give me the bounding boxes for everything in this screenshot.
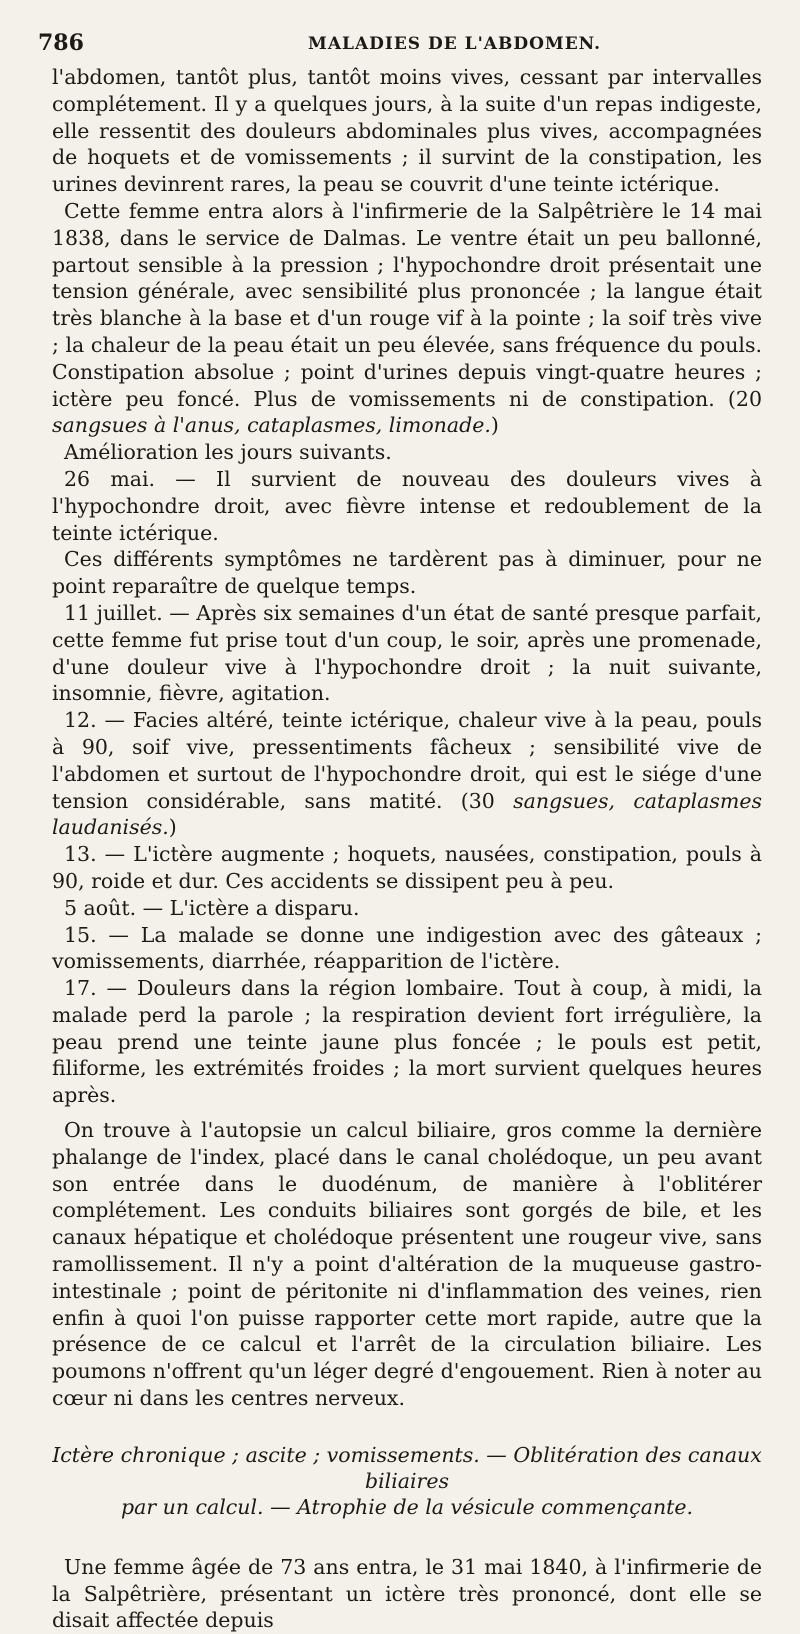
- body-text: [52, 64, 762, 1634]
- case-subtitle-line-1: Ictère chronique ; ascite ; vomissements. — Oblitération des canaux biliaires: [52, 1442, 762, 1493]
- page-header: [38, 30, 762, 60]
- case-subtitle-line-2: par un calcul. — Atrophie de la vésicule commençante.: [120, 1494, 694, 1519]
- paragraph-12-end: ): [168, 815, 177, 840]
- paragraph-5-aout: 5 août. — L'ictère a disparu.: [64, 895, 360, 920]
- paragraph-autopsy: On trouve à l'autopsie un calcul biliaire, gros comme la dernière phalange de l'index, placé dans le canal cholédoque, un peu avant son entrée dans le duodénum, de manière à l'oblitérer complétement. Les conduits biliaires sont gorgés de bile, et les canaux hépatique et cholédoque présentent une rougeur vive, sans ramollissement. Il n'y a point d'altération de la muqueuse gastro-intestinale ; point de péritonite ni d'inflammation des veines, rien enfin à quoi l'on puisse rapporter cette mort rapide, autre que la présence de ce calcul et l'arrêt de la circulation biliaire. Les poumons n'offrent qu'un léger degré d'engouement. Rien à noter au cœur ni dans les centres nerveux.: [52, 1118, 762, 1411]
- paragraph-26-mai: 26 mai. — Il survient de nouveau des douleurs vives à l'hypochondre droit, avec fièvre intense et redoublement de la teinte ictérique.: [52, 466, 762, 545]
- paragraph-12: [52, 707, 762, 841]
- paragraph-new-case: Une femme âgée de 73 ans entra, le 31 mai 1840, à l'infirmerie de la Salpêtrière, présentant un ictère très prononcé, dont elle se disait affectée depuis: [52, 1554, 762, 1633]
- paragraph-13: 13. — L'ictère augmente ; hoquets, nausées, constipation, pouls à 90, roide et dur. Ces accidents se dissipent peu à peu.: [52, 842, 762, 893]
- paragraph-improvement: Amélioration les jours suivants.: [64, 440, 392, 465]
- page-number: 786: [38, 30, 84, 56]
- paragraph-admission-end: ): [490, 413, 499, 438]
- treatment-italic-2: sangsues, cataplasmes laudanisés.: [52, 788, 763, 840]
- paragraph-15: 15. — La malade se donne une indigestion avec des gâteaux ; vomissements, diarrhée, réapparition de l'ictère.: [52, 922, 762, 974]
- paragraph-admission-text: Cette femme entra alors à l'infirmerie de la Salpêtrière le 14 mai 1838, dans le service de Dalmas. Le ventre était un peu ballonné, partout sensible à la pression ; l'hypochondre droit présentait une tension générale, avec sensibilité plus prononcée ; la langue était très blanche à la base et d'un rouge vif à la pointe ; la soif très vive ; la chaleur de la peau était un peu élevée, sans fréquence du pouls. Constipation absolue ; point d'urines depuis vingt-quatre heures ; ictère peu foncé. Plus de vomissements ni de constipation. (20: [52, 198, 762, 411]
- paragraph-admission: [52, 198, 762, 439]
- paragraph-symptoms: Ces différents symptômes ne tardèrent pas à diminuer, pour ne point reparaître de quelque temps.: [52, 547, 762, 599]
- paragraph-12-text: 12. — Facies altéré, teinte ictérique, chaleur vive à la peau, pouls à 90, soif vive, pressentiments fâcheux ; sensibilité vive de l'abdomen et surtout de l'hypochondre droit, qui est le siége d'une tension considérable, sans matité. (30: [52, 708, 762, 813]
- case-subtitle: [52, 1442, 762, 1520]
- paragraph-17: 17. — Douleurs dans la région lombaire. Tout à coup, à midi, la malade perd la parole ; la respiration devient fort irrégulière, la peau prend une teinte jaune plus foncée ; le pouls est petit, filiforme, les extrémités froides ; la mort survient quelques heures après.: [52, 976, 762, 1108]
- treatment-italic: sangsues à l'anus, cataplasmes, limonade.: [52, 413, 491, 438]
- running-title: MALADIES DE L'ABDOMEN.: [308, 34, 602, 54]
- paragraph-continuation: l'abdomen, tantôt plus, tantôt moins vives, cessant par intervalles complétement. Il y a quelques jours, à la suite d'un repas indigeste, elle ressentit des douleurs abdominales plus vives, accompagnées de hoquets et de vomissements ; il survint de la constipation, les urines devinrent rares, la peau se couvrit d'une teinte ictérique.: [52, 65, 762, 197]
- paragraph-11-juillet: 11 juillet. — Après six semaines d'un état de santé presque parfait, cette femme fut prise tout d'un coup, le soir, après une promenade, d'une douleur vive à l'hypochondre droit ; la nuit suivante, insomnie, fièvre, agitation.: [52, 600, 762, 706]
